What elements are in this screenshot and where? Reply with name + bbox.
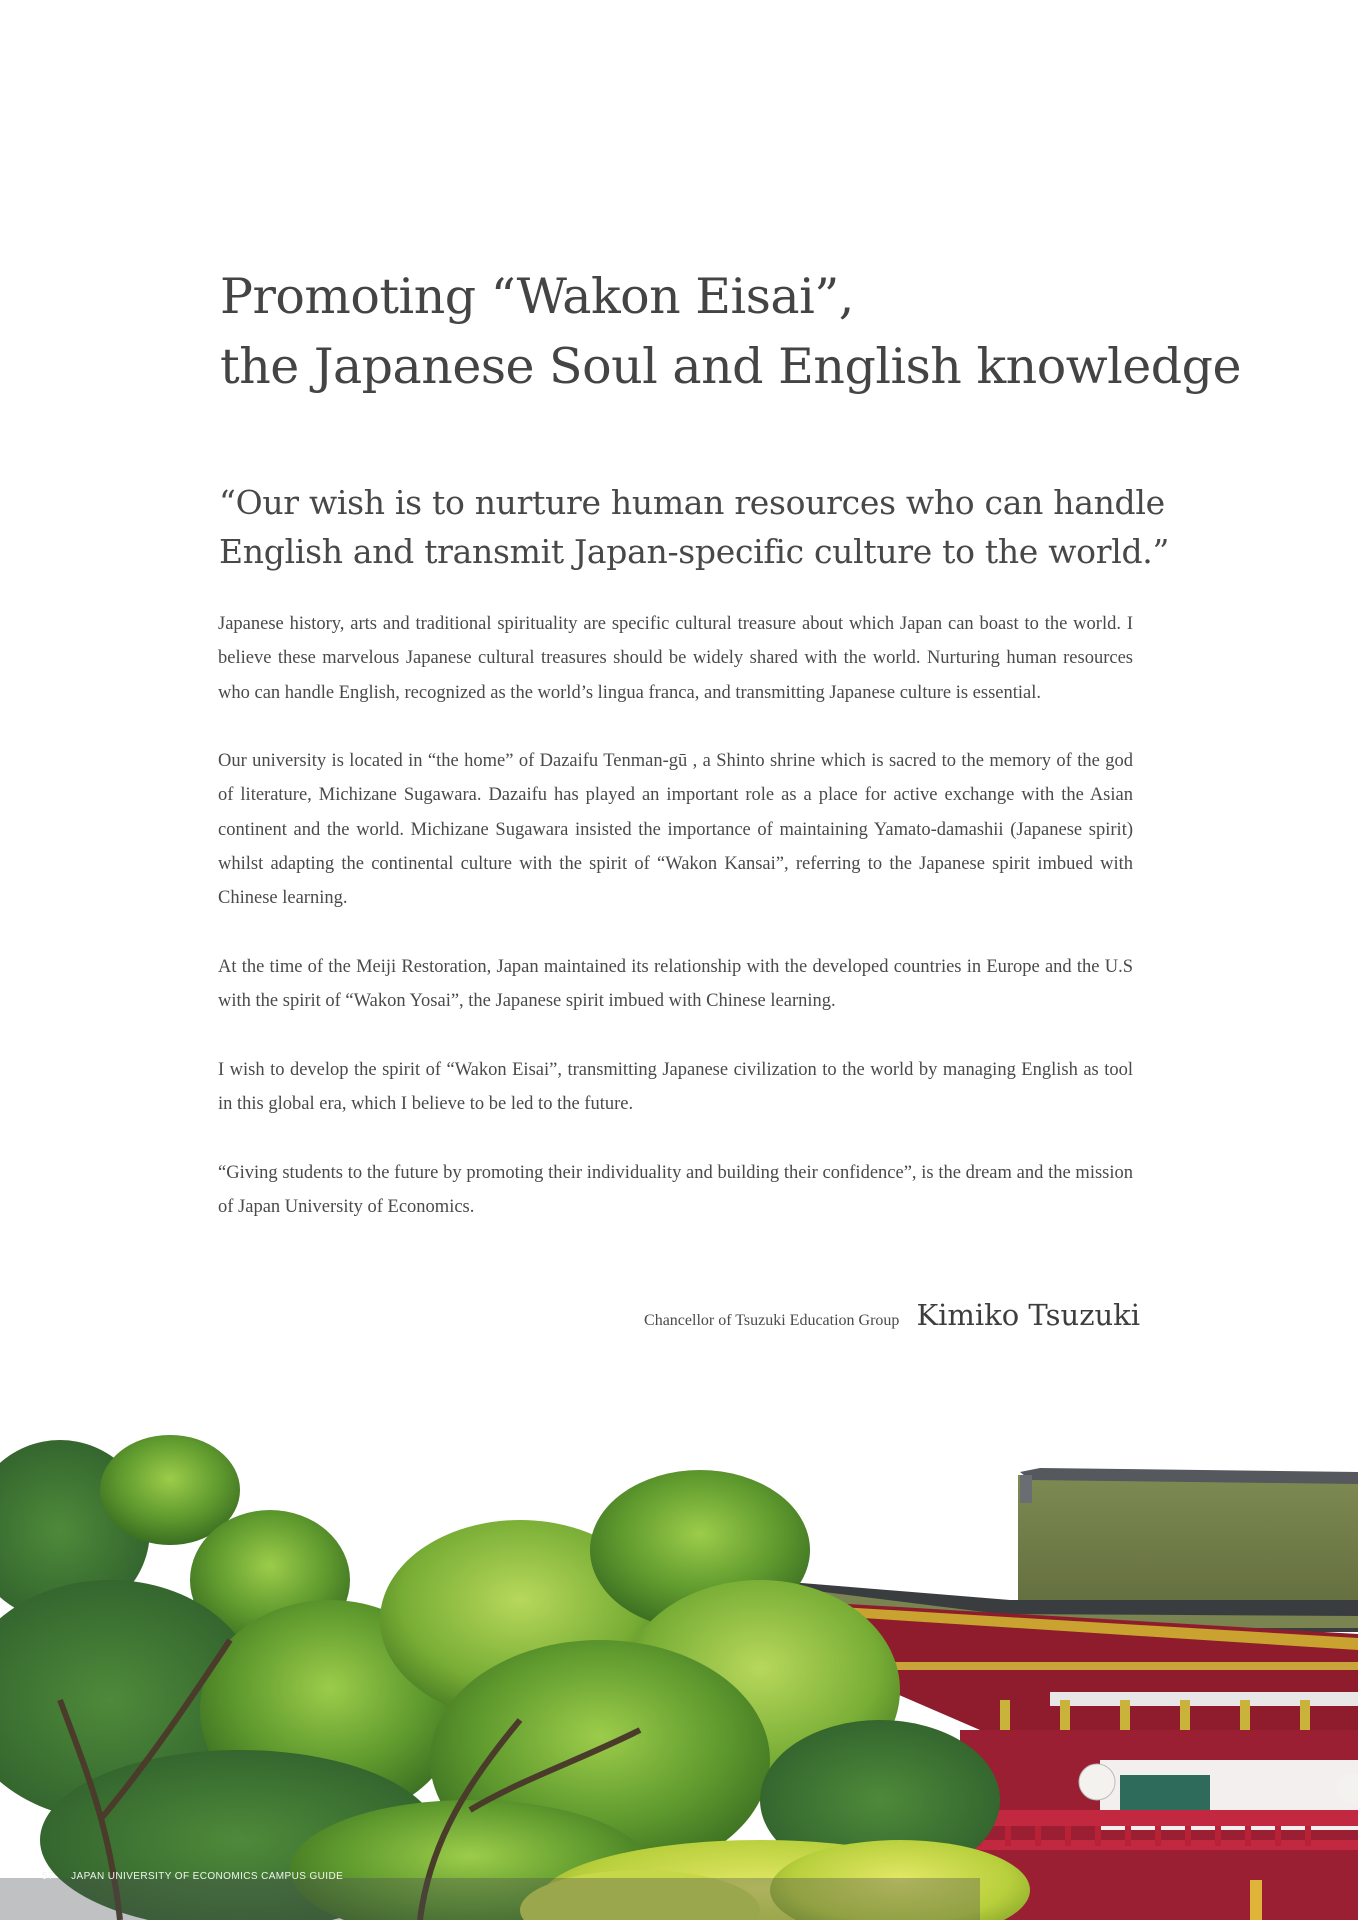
page-number: 57 [42,1871,54,1882]
wall-shadow [0,1878,980,1920]
signature [644,1298,1140,1332]
paragraph-meiji: At the time of the Meiji Restoration, Japan maintained its relationship with the developed countries in Europe and the U.S with the spirit of “Wakon Yosai”, the Japanese spirit imbued with Chinese learning. [218,956,1133,1012]
signature-name: Kimiko Tsuzuki [916,1298,1140,1332]
page-title-line-1: Promoting “Wakon Eisai”, [220,268,854,325]
paragraph-wakon-eisai: I wish to develop the spirit of “Wakon Eisai”, transmitting Japanese civilization to the world by managing English as tool in this global era, which I believe to be led to the future. [218,1059,1133,1115]
paragraph-mission: “Giving students to the future by promoting their individuality and building their confidence”, is the dream and the mission of Japan University of Economics. [218,1162,1133,1218]
lead-quote [219,478,1219,576]
shrine-gate-photo [0,1400,1358,1920]
paragraph-cultural-treasure: Japanese history, arts and traditional spirituality are specific cultural treasure about which Japan can boast to the world. I believe these marvelous Japanese cultural treasures should be widely shared with the world. Nurturing human resources who can handle English, recognized as the world’s lingua franca, and transmitting Japanese culture is essential. [218,614,1133,703]
page-footer [42,1871,343,1882]
page-title [220,262,1242,402]
page-title-line-2: the Japanese Soul and English knowledge [220,338,1242,395]
message-body [218,607,1133,1259]
signature-role: Chancellor of Tsuzuki Education Group [644,1312,900,1329]
guide-title: JAPAN UNIVERSITY OF ECONOMICS CAMPUS GUIDE [71,1871,344,1882]
lead-quote-line-1: “Our wish is to nurture human resources who can handle [219,483,1165,522]
paragraph-dazaifu: Our university is located in “the home” of Dazaifu Tenman-gū , a Shinto shrine which is sacred to the memory of the god of literature, Michizane Sugawara. Dazaifu has played an important role as a place for active exchange with the Asian continent and the world. Michizane Sugawara insisted the importance of maintaining Yamato-damashii (Japanese spirit) whilst adapting the continental culture with the spirit of “Wakon Kansai”, referring to the Japanese spirit imbued with Chinese learning. [218,751,1133,909]
lead-quote-line-2: English and transmit Japan-specific culture to the world.” [219,532,1170,571]
